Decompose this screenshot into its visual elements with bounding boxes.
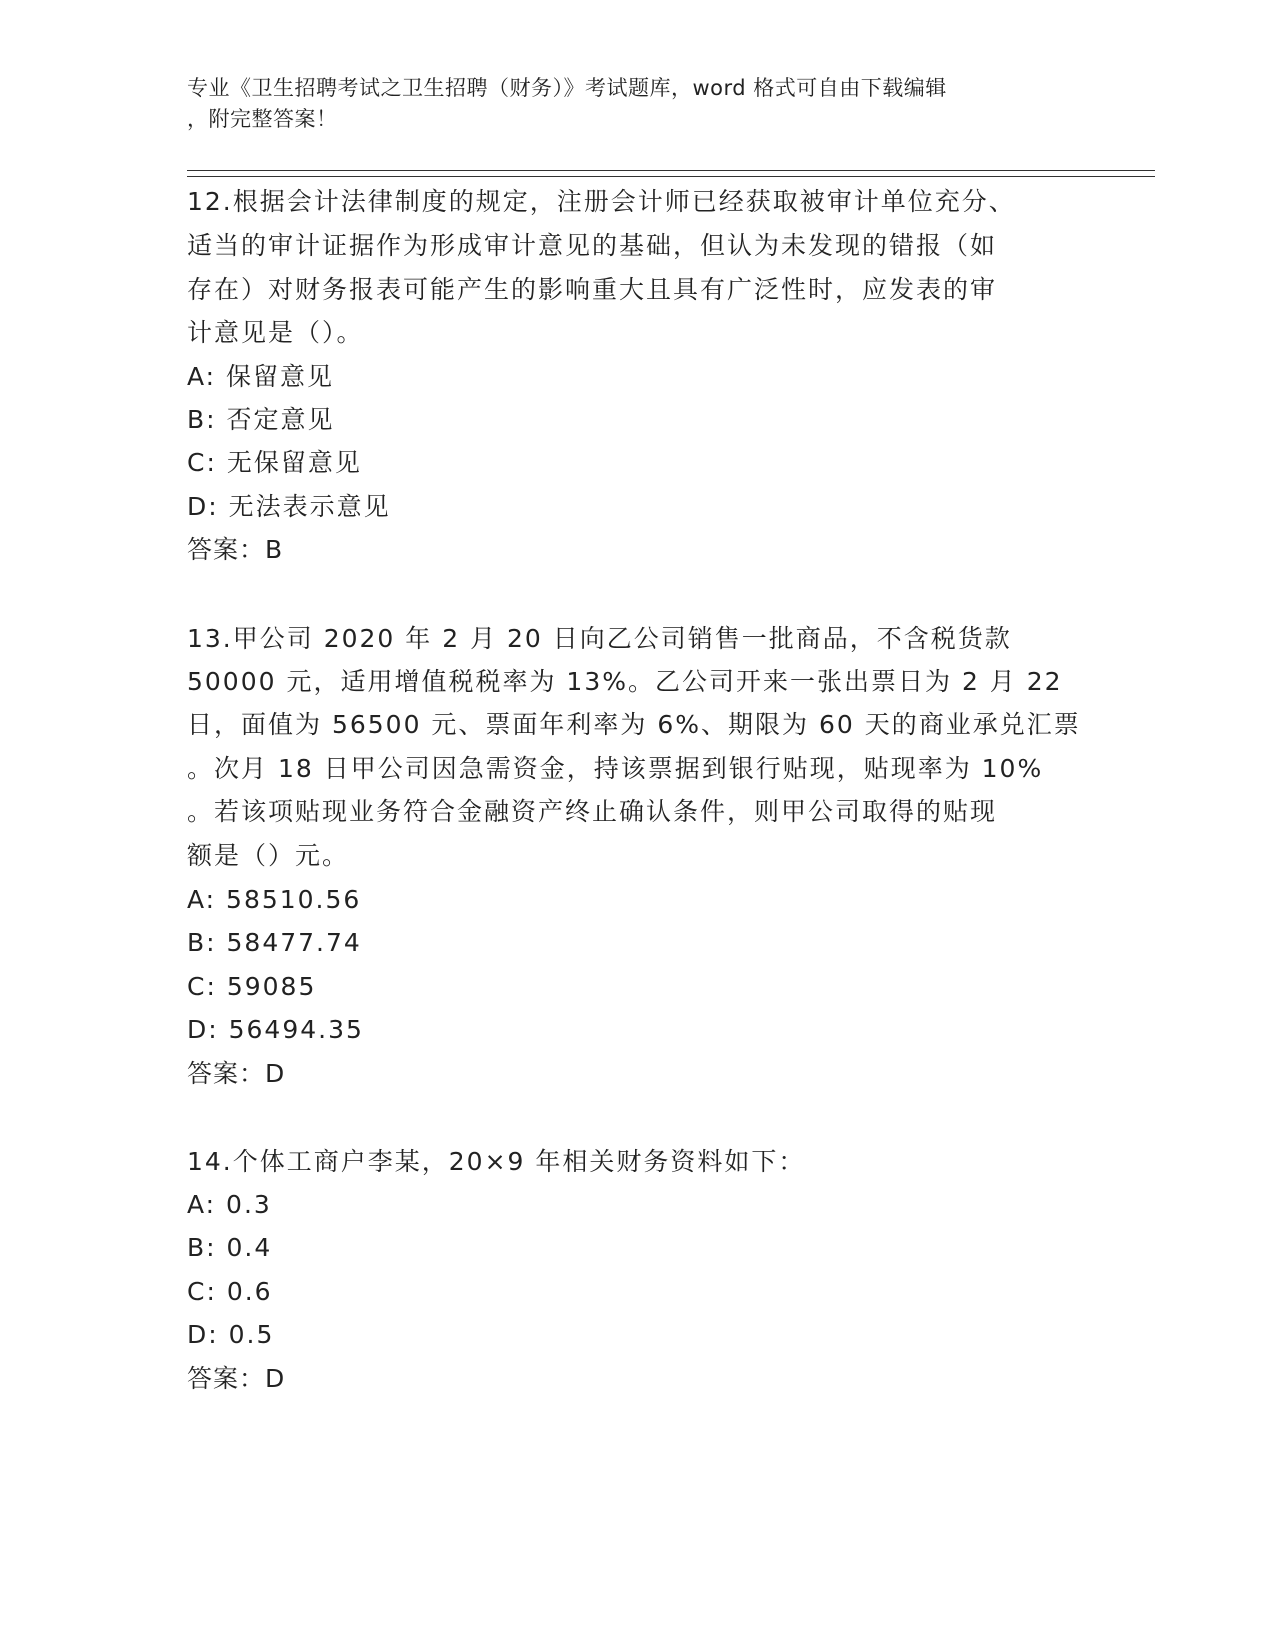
header-line-1: 专业《卫生招聘考试之卫生招聘（财务）》考试题库，word 格式可自由下载编辑 [187, 76, 947, 100]
option-d: D: 56494.35 [187, 1015, 364, 1044]
option-d: D: 0.5 [187, 1320, 275, 1349]
option-a: A: 58510.56 [187, 885, 362, 914]
question-text-line: 日，面值为 56500 元、票面年利率为 6%、期限为 60 天的商业承兑汇票 [187, 710, 1081, 739]
question-text-line: 14.个体工商户李某，20×9 年相关财务资料如下： [187, 1147, 806, 1176]
option-c: C: 无保留意见 [187, 448, 362, 477]
question-text-line: 额是（）元。 [187, 841, 350, 870]
option-a: A: 0.3 [187, 1190, 272, 1219]
option-b: B: 否定意见 [187, 405, 335, 434]
question-text-line: 13.甲公司 2020 年 2 月 20 日向乙公司销售一批商品，不含税货款 [187, 624, 1012, 653]
option-c: C: 59085 [187, 972, 317, 1001]
question-text-line: 存在）对财务报表可能产生的影响重大且具有广泛性时，应发表的审 [187, 275, 998, 304]
option-b: B: 0.4 [187, 1233, 273, 1262]
question-text-line: 计意见是（）。 [187, 318, 364, 347]
answer: 答案：D [187, 1364, 286, 1393]
header-divider-bottom [187, 176, 1155, 177]
header-line-2: ，附完整答案！ [187, 107, 338, 131]
question-text-line: 。次月 18 日甲公司因急需资金，持该票据到银行贴现，贴现率为 10% [187, 754, 1044, 783]
option-c: C: 0.6 [187, 1277, 273, 1306]
question-text-line: 12.根据会计法律制度的规定，注册会计师已经获取被审计单位充分、 [187, 187, 1016, 216]
answer: 答案：B [187, 535, 284, 564]
question-text-line: 适当的审计证据作为形成审计意见的基础，但认为未发现的错报（如 [187, 231, 998, 260]
option-b: B: 58477.74 [187, 928, 362, 957]
option-a: A: 保留意见 [187, 362, 335, 391]
answer: 答案：D [187, 1059, 286, 1088]
question-text-line: 50000 元，适用增值税税率为 13%。乙公司开来一张出票日为 2 月 22 [187, 667, 1063, 696]
option-d: D: 无法表示意见 [187, 492, 391, 521]
question-text-line: 。若该项贴现业务符合金融资产终止确认条件，则甲公司取得的贴现 [187, 797, 998, 826]
header-divider-top [187, 170, 1155, 171]
